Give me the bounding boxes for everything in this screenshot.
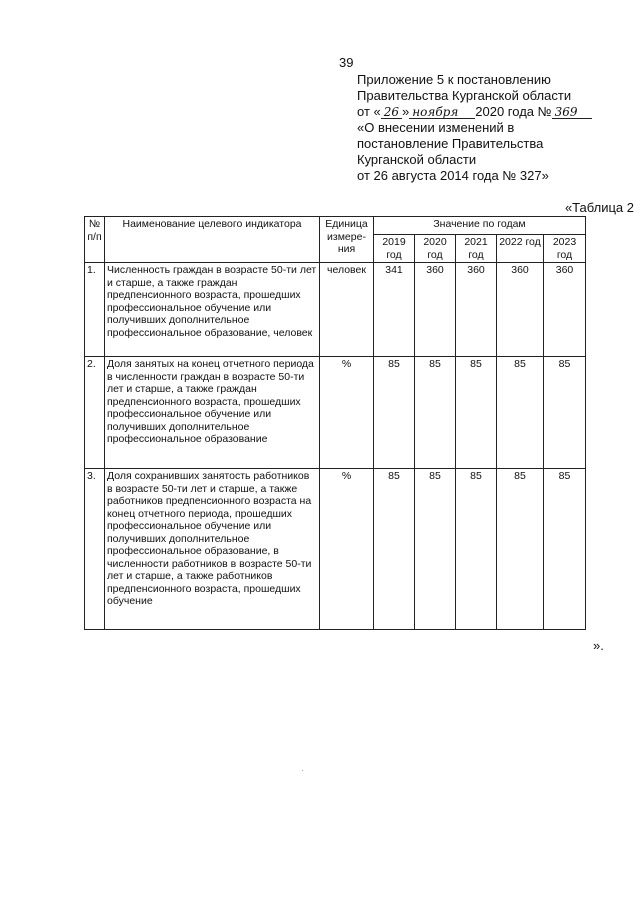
value-cell: 85 [374, 469, 415, 630]
year-header: 2019 год [374, 235, 415, 263]
header-line-5: постановление Правительства [357, 136, 544, 151]
value-cell: 85 [415, 357, 456, 469]
header-line-3 [357, 104, 627, 120]
unit-cell: % [320, 469, 374, 630]
value-cell: 85 [456, 469, 497, 630]
value-cell: 85 [544, 469, 586, 630]
scan-speck [302, 770, 303, 771]
header-line-1: Приложение 5 к постановлению [357, 72, 551, 87]
value-cell: 360 [497, 263, 544, 357]
header-line-7: от 26 августа 2014 года № 327» [357, 168, 549, 183]
handwritten-number: 369 [552, 106, 592, 119]
date-year: 2020 года № [475, 104, 552, 119]
value-cell: 360 [456, 263, 497, 357]
year-header: 2023 год [544, 235, 586, 263]
value-cell: 85 [374, 357, 415, 469]
value-cell: 360 [415, 263, 456, 357]
page-number: 39 [339, 55, 354, 70]
value-cell: 85 [456, 357, 497, 469]
header-line-2: Правительства Курганской области [357, 88, 572, 103]
year-header: 2022 год [497, 235, 544, 263]
handwritten-month: ноября [409, 106, 475, 119]
unit-cell: человек [320, 263, 374, 357]
table-row [85, 357, 586, 469]
value-cell: 360 [544, 263, 586, 357]
date-prefix: от « [357, 104, 381, 119]
value-cell: 341 [374, 263, 415, 357]
row-num: 3. [85, 469, 105, 630]
year-header: 2020 год [415, 235, 456, 263]
value-cell: 85 [497, 357, 544, 469]
row-num: 2. [85, 357, 105, 469]
appendix-header [357, 72, 627, 184]
table-row [85, 469, 586, 630]
unit-cell: % [320, 357, 374, 469]
value-cell: 85 [415, 469, 456, 630]
indicator-name: Доля занятых на конец отчетного периода в численности граждан в возрасте 50-ти лет и старше, а также граждан предпенсионного возраста, прошедших профессиональное обучение или получивших дополнительное профессиональное образование [105, 357, 320, 469]
indicators-table [84, 216, 586, 630]
table-caption: «Таблица 2 [564, 200, 634, 215]
indicator-name: Численность граждан в возрасте 50-ти лет и старше, а также граждан предпенсионного возраста, прошедших профессиональное обучение или получивших дополнительное профессиональное образование, человек [105, 263, 320, 357]
value-cell: 85 [544, 357, 586, 469]
header-line-6: Курганской области [357, 152, 477, 167]
value-cell: 85 [497, 469, 544, 630]
header-values-by-year: Значение по годам [374, 217, 586, 235]
header-num: № п/п [85, 217, 105, 263]
year-header: 2021 год [456, 235, 497, 263]
closing-quote: ». [593, 638, 604, 653]
table-row [85, 263, 586, 357]
header-indicator-name: Наименование целевого индикатора [105, 217, 320, 263]
handwritten-day: 26 [381, 106, 402, 119]
header-line-4: «О внесении изменений в [357, 120, 515, 135]
indicator-name: Доля сохранивших занятость работников в возрасте 50-ти лет и старше, а также работников предпенсионного возраста на конец отчетного периода, прошедших профессиональное обучение или получивших дополнительное профессиональное образование, в численности работников в возрасте 50-ти лет и старше, а также работников предпенсионного возраста, прошедших обучение [105, 469, 320, 630]
row-num: 1. [85, 263, 105, 357]
date-quote: » [402, 104, 410, 119]
header-unit: Единица измере-ния [320, 217, 374, 263]
